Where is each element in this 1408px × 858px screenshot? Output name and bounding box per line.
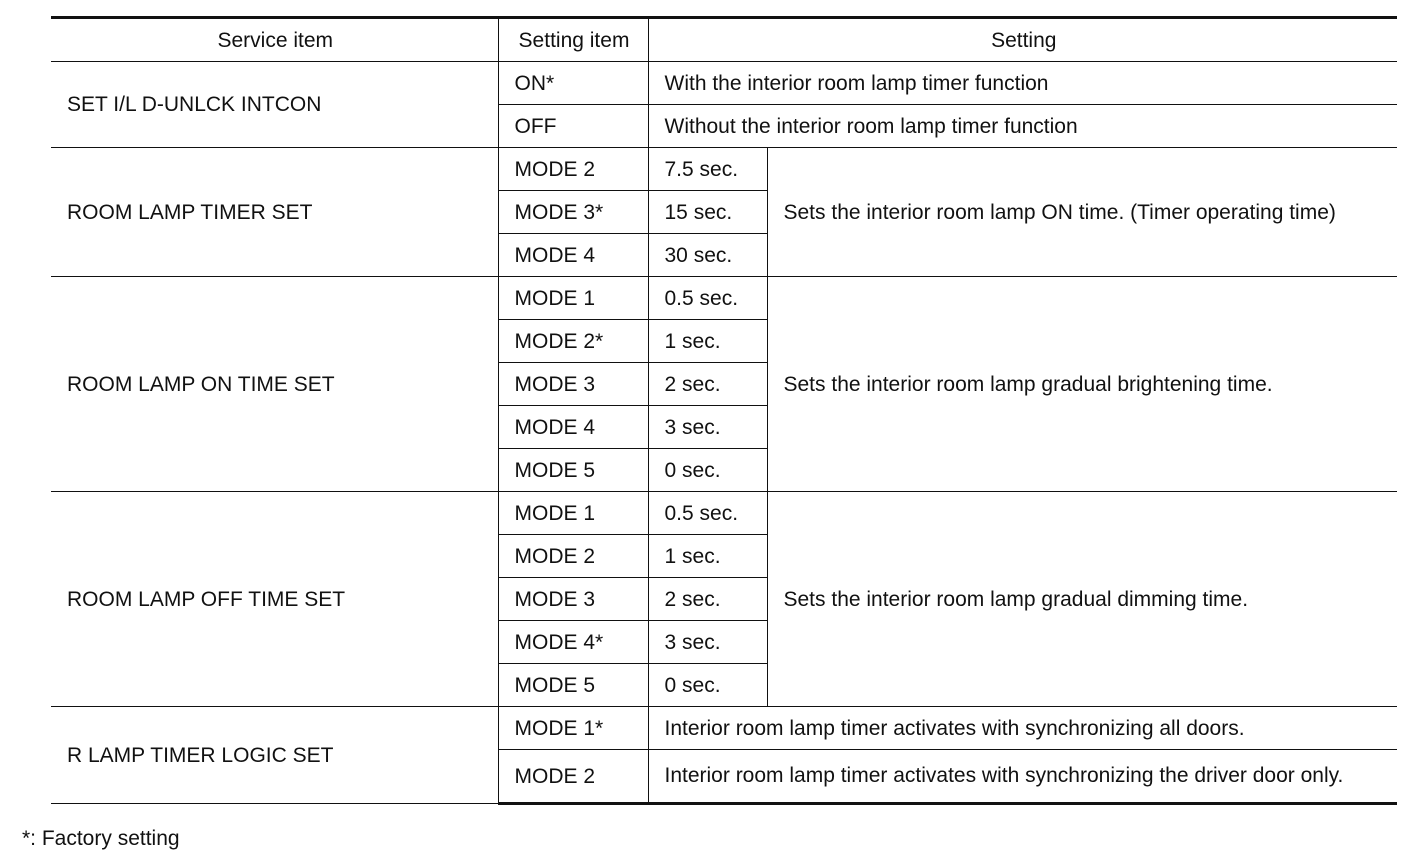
- table-row: [51, 62, 1397, 105]
- setting-value-cell: 2 sec.: [648, 578, 767, 621]
- setting-value-cell: 0 sec.: [648, 449, 767, 492]
- service-item-cell: ROOM LAMP ON TIME SET: [51, 277, 498, 492]
- setting-item-cell: ON*: [498, 62, 648, 105]
- setting-item-cell: MODE 4*: [498, 621, 648, 664]
- setting-value-cell: 0 sec.: [648, 664, 767, 707]
- setting-value-cell: 0.5 sec.: [648, 277, 767, 320]
- service-item-cell: ROOM LAMP OFF TIME SET: [51, 492, 498, 707]
- setting-description-cell: Sets the interior room lamp gradual dimming time.: [767, 492, 1397, 707]
- service-item-cell: R LAMP TIMER LOGIC SET: [51, 707, 498, 804]
- header-service-item: Service item: [51, 18, 498, 62]
- setting-value-cell: 30 sec.: [648, 234, 767, 277]
- setting-item-cell: MODE 2: [498, 148, 648, 191]
- setting-item-cell: MODE 1*: [498, 707, 648, 750]
- service-item-cell: SET I/L D-UNLCK INTCON: [51, 62, 498, 148]
- table-row: [51, 277, 1397, 320]
- setting-value-cell: 0.5 sec.: [648, 492, 767, 535]
- setting-value-cell: 3 sec.: [648, 621, 767, 664]
- setting-item-cell: MODE 5: [498, 664, 648, 707]
- setting-cell: Without the interior room lamp timer function: [648, 105, 1397, 148]
- setting-value-cell: 3 sec.: [648, 406, 767, 449]
- setting-cell: Interior room lamp timer activates with synchronizing all doors.: [648, 707, 1397, 750]
- setting-description-cell: Sets the interior room lamp gradual brightening time.: [767, 277, 1397, 492]
- setting-item-cell: MODE 3*: [498, 191, 648, 234]
- setting-description-cell: Sets the interior room lamp ON time. (Timer operating time): [767, 148, 1397, 277]
- footnote: *: Factory setting: [22, 827, 180, 850]
- setting-cell: With the interior room lamp timer function: [648, 62, 1397, 105]
- setting-item-cell: OFF: [498, 105, 648, 148]
- table-row: [51, 492, 1397, 535]
- setting-item-cell: MODE 1: [498, 492, 648, 535]
- service-settings-table: [51, 16, 1397, 805]
- setting-item-cell: MODE 3: [498, 578, 648, 621]
- setting-item-cell: MODE 3: [498, 363, 648, 406]
- setting-item-cell: MODE 4: [498, 234, 648, 277]
- setting-cell: Interior room lamp timer activates with synchronizing the driver door only.: [648, 750, 1397, 804]
- setting-value-cell: 2 sec.: [648, 363, 767, 406]
- header-setting: Setting: [648, 18, 1397, 62]
- setting-item-cell: MODE 4: [498, 406, 648, 449]
- header-row: [51, 18, 1397, 62]
- header-setting-item: Setting item: [498, 18, 648, 62]
- table-row: [51, 707, 1397, 750]
- table-row: [51, 148, 1397, 191]
- setting-value-cell: 1 sec.: [648, 535, 767, 578]
- setting-value-cell: 7.5 sec.: [648, 148, 767, 191]
- setting-item-cell: MODE 1: [498, 277, 648, 320]
- setting-item-cell: MODE 2: [498, 750, 648, 804]
- setting-value-cell: 1 sec.: [648, 320, 767, 363]
- service-item-cell: ROOM LAMP TIMER SET: [51, 148, 498, 277]
- setting-value-cell: 15 sec.: [648, 191, 767, 234]
- setting-item-cell: MODE 2*: [498, 320, 648, 363]
- setting-item-cell: MODE 2: [498, 535, 648, 578]
- setting-item-cell: MODE 5: [498, 449, 648, 492]
